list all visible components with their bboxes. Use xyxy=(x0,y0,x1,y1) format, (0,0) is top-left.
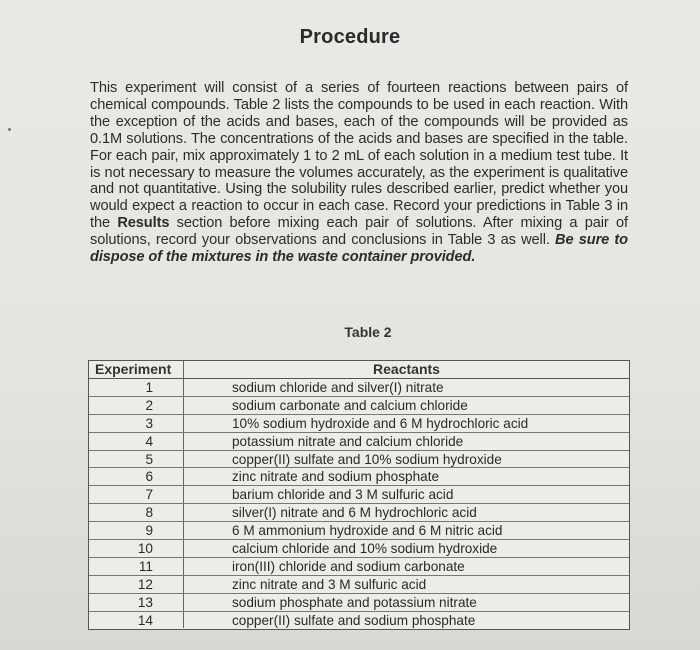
table-row xyxy=(89,414,629,432)
reactant-pair: sodium chloride and silver(I) nitrate xyxy=(184,379,630,397)
procedure-paragraph xyxy=(90,80,628,266)
experiment-number: 2 xyxy=(89,396,184,414)
reactant-pair: 10% sodium hydroxide and 6 M hydrochloric acid xyxy=(184,414,630,432)
experiment-number: 12 xyxy=(89,575,184,593)
paragraph-intro: This experiment will consist of a series of fourteen reactions between pairs of chemical compounds. Table 2 lists the compounds to be used in each reaction. With the exception of the acids and bases, each of the compounds will be provided as 0.1M solutions. The concentrations of the acids and bases are specified in the table. For each pair, mix approximately 1 to 2 mL of each solution in a medium test tube. It is not necessary to measure the volumes accurately, as the experiment is qualitative and not quantitative. Using the solubility rules described earlier, predict whether you would expect a reaction to occur in each case. Record your predictions in Table 3 in the xyxy=(90,80,628,232)
header-experiment: Experiment xyxy=(89,361,184,379)
table-row xyxy=(89,611,629,628)
experiment-number: 9 xyxy=(89,522,184,540)
experiment-number: 10 xyxy=(89,540,184,558)
table-row xyxy=(89,504,629,522)
dispose-warning: Be sure to dispose of the mixtures in the waste container provided. xyxy=(90,232,628,266)
table-row xyxy=(89,486,629,504)
reactant-pair: sodium carbonate and calcium chloride xyxy=(184,396,630,414)
table-row xyxy=(89,396,629,414)
reactants-table-container xyxy=(88,360,630,630)
table-row xyxy=(89,593,629,611)
reactant-pair: copper(II) sulfate and 10% sodium hydroxide xyxy=(184,450,630,468)
table-row xyxy=(89,557,629,575)
results-word: Results xyxy=(117,215,170,232)
table-row xyxy=(89,450,629,468)
reactants-table xyxy=(89,361,629,628)
page-title: Procedure xyxy=(299,26,401,48)
table-header-row xyxy=(89,361,629,379)
table-body xyxy=(89,379,629,629)
paragraph-middle: section before mixing each pair of solutions. After mixing a pair of solutions, record your observations and conclusions in Table 3 as well. xyxy=(90,215,628,249)
experiment-number: 11 xyxy=(89,557,184,575)
experiment-number: 14 xyxy=(89,611,184,628)
stray-dot xyxy=(8,128,11,131)
table-row xyxy=(89,432,629,450)
experiment-number: 3 xyxy=(89,414,184,432)
experiment-number: 8 xyxy=(89,504,184,522)
experiment-number: 5 xyxy=(89,450,184,468)
table-row xyxy=(89,575,629,593)
experiment-number: 1 xyxy=(89,379,184,397)
table-row xyxy=(89,379,629,397)
reactant-pair: silver(I) nitrate and 6 M hydrochloric acid xyxy=(184,504,630,522)
reactant-pair: potassium nitrate and calcium chloride xyxy=(184,432,630,450)
experiment-number: 7 xyxy=(89,486,184,504)
experiment-number: 13 xyxy=(89,593,184,611)
table-row xyxy=(89,522,629,540)
table-caption: Table 2 xyxy=(344,324,392,340)
experiment-number: 6 xyxy=(89,468,184,486)
reactant-pair: barium chloride and 3 M sulfuric acid xyxy=(184,486,630,504)
table-row xyxy=(89,540,629,558)
header-reactants: Reactants xyxy=(184,361,630,379)
reactant-pair: iron(III) chloride and sodium carbonate xyxy=(184,557,630,575)
reactant-pair: calcium chloride and 10% sodium hydroxide xyxy=(184,540,630,558)
reactant-pair: sodium phosphate and potassium nitrate xyxy=(184,593,630,611)
reactant-pair: 6 M ammonium hydroxide and 6 M nitric acid xyxy=(184,522,630,540)
reactant-pair: copper(II) sulfate and sodium phosphate xyxy=(232,612,476,628)
table-row xyxy=(89,468,629,486)
experiment-number: 4 xyxy=(89,432,184,450)
reactant-pair: zinc nitrate and 3 M sulfuric acid xyxy=(184,575,630,593)
reactant-pair: zinc nitrate and sodium phosphate xyxy=(184,468,630,486)
